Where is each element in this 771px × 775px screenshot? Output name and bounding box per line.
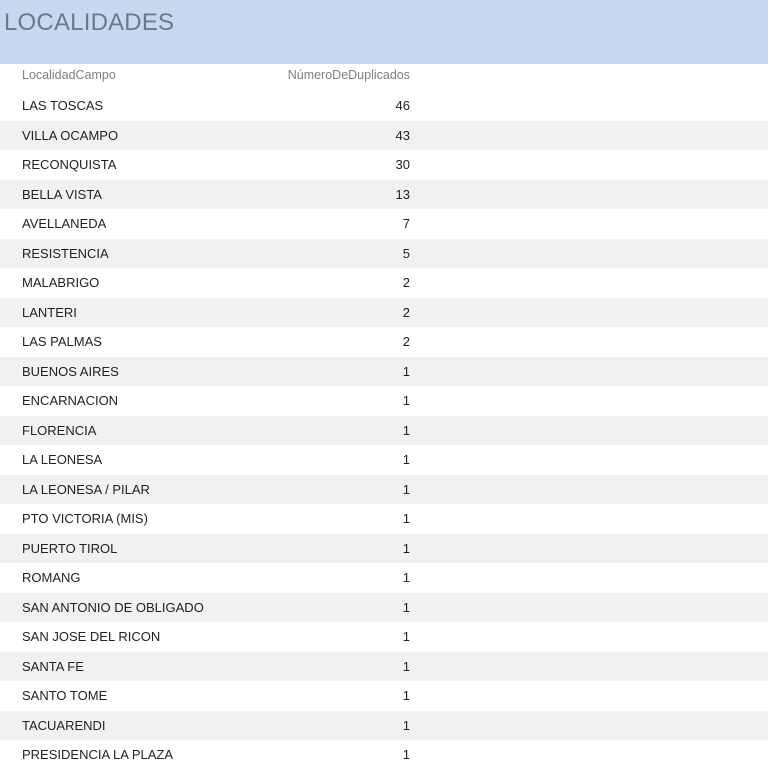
locality-name: MALABRIGO (22, 275, 100, 290)
duplicate-count: 5 (402, 245, 410, 261)
duplicate-count: 1 (402, 629, 410, 644)
duplicate-count: 2 (402, 304, 410, 320)
duplicate-count: 1 (402, 393, 410, 408)
table-row (0, 652, 768, 682)
locality-name: SAN ANTONIO DE OBLIGADO (22, 599, 204, 615)
table-row (0, 209, 768, 239)
table-row (0, 416, 768, 446)
table-row (0, 740, 768, 770)
duplicate-count: 1 (402, 658, 410, 674)
locality-name: FLORENCIA (22, 422, 97, 438)
table-row (0, 268, 768, 298)
locality-name: RECONQUISTA (22, 157, 117, 172)
table-row (0, 681, 768, 711)
table-row (0, 593, 768, 623)
table-row (0, 563, 768, 593)
duplicate-count: 2 (402, 334, 410, 349)
locality-name: LANTERI (22, 304, 77, 320)
table-row (0, 239, 768, 269)
table-row (0, 445, 768, 475)
duplicate-count: 1 (402, 422, 410, 438)
duplicate-count: 1 (402, 511, 410, 526)
duplicate-count: 1 (402, 540, 410, 556)
locality-name: LAS PALMAS (22, 334, 102, 349)
locality-name: PUERTO TIROL (22, 540, 118, 556)
table-row (0, 150, 768, 180)
duplicate-count: 1 (402, 717, 410, 733)
table-row (0, 180, 768, 210)
duplicate-count: 1 (402, 599, 410, 615)
locality-name: LA LEONESA / PILAR (22, 481, 150, 497)
report-rows (0, 91, 768, 770)
table-row (0, 475, 768, 505)
duplicate-count: 1 (402, 363, 410, 379)
table-row (0, 622, 768, 652)
duplicate-count: 1 (402, 570, 410, 585)
report-title: LOCALIDADES (4, 9, 175, 36)
table-row (0, 357, 768, 387)
duplicate-count: 43 (395, 127, 410, 143)
duplicate-count: 1 (402, 747, 410, 762)
duplicate-count: 1 (402, 688, 410, 703)
locality-name: ROMANG (22, 570, 81, 585)
table-row (0, 91, 768, 121)
locality-name: ENCARNACION (22, 393, 119, 408)
locality-name: LAS TOSCAS (22, 98, 104, 113)
locality-name: TACUARENDI (22, 717, 106, 733)
locality-name: SANTA FE (22, 658, 84, 674)
table-row (0, 327, 768, 357)
locality-name: SANTO TOME (22, 688, 108, 703)
locality-name: RESISTENCIA (22, 245, 109, 261)
locality-name: BUENOS AIRES (22, 363, 119, 379)
locality-name: PRESIDENCIA LA PLAZA (22, 747, 174, 762)
table-row (0, 711, 768, 741)
table-row (0, 121, 768, 151)
duplicate-count: 2 (402, 275, 410, 290)
table-row (0, 504, 768, 534)
locality-name: VILLA OCAMPO (22, 127, 119, 143)
locality-name: AVELLANEDA (22, 216, 107, 231)
duplicate-count: 13 (395, 186, 410, 202)
duplicate-count: 1 (402, 481, 410, 497)
locality-name: BELLA VISTA (22, 186, 102, 202)
table-row (0, 534, 768, 564)
locality-name: PTO VICTORIA (MIS) (22, 511, 148, 526)
locality-name: SAN JOSE DEL RICON (22, 629, 161, 644)
report-header (0, 0, 768, 64)
duplicate-count: 30 (395, 157, 410, 172)
duplicate-count: 46 (395, 98, 410, 113)
duplicate-count: 7 (402, 216, 410, 231)
column-header-locality: LocalidadCampo (22, 68, 116, 82)
table-row (0, 298, 768, 328)
column-header-duplicates: NúmeroDeDuplicados (287, 68, 410, 82)
locality-name: LA LEONESA (22, 452, 103, 467)
duplicate-count: 1 (402, 452, 410, 467)
table-row (0, 386, 768, 416)
